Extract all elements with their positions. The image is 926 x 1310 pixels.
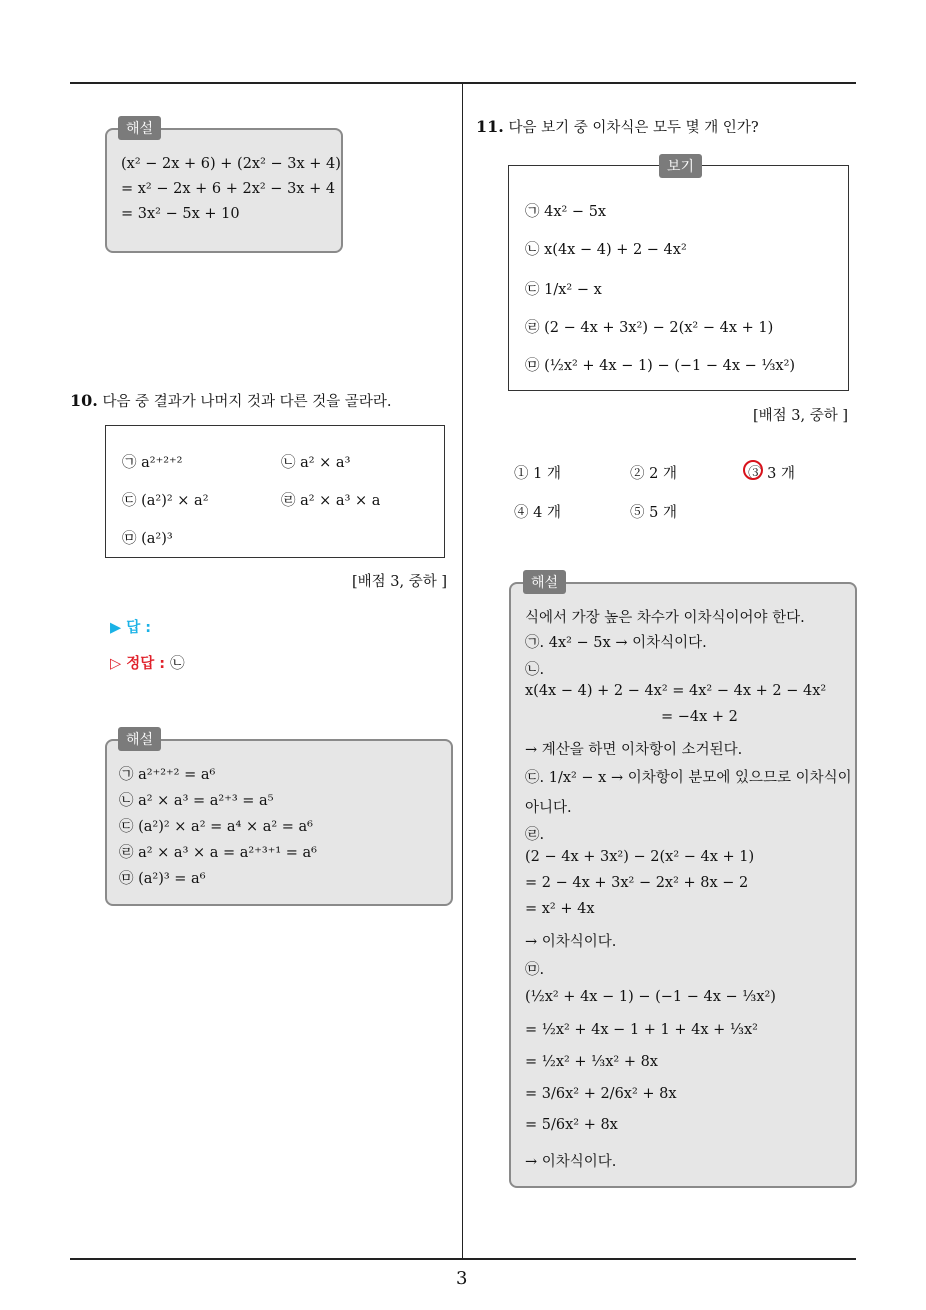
solution-box-10 (105, 739, 453, 906)
solution-line: → 계산을 하면 이차항이 소거된다. (525, 742, 743, 758)
option-a[interactable]: ㉠ a²⁺²⁺² (122, 455, 183, 471)
solution-line: ㉢. 1/x² − x → 이차항이 분모에 있으므로 이차식이 (525, 770, 852, 786)
solution-line: ㉤ (a²)³ = a⁶ (119, 871, 206, 887)
correct-label: ▷ 정답 : (110, 656, 166, 672)
solution-line: ㉤. (525, 962, 545, 978)
column-divider (462, 82, 463, 1259)
score-label: [배점 3, 중하 ] (352, 574, 448, 590)
solution-line: = x² + 4x (525, 901, 595, 917)
option-c[interactable]: ㉢ (a²)² × a² (122, 493, 209, 509)
option-e[interactable]: ㉤ (a²)³ (122, 531, 173, 547)
selected-choice-mark (743, 460, 763, 480)
question-text: 다음 중 결과가 나머지 것과 다른 것을 골라라. (102, 394, 392, 410)
solution-line: 식에서 가장 높은 차수가 이차식이어야 한다. (525, 610, 805, 626)
question-10 (70, 390, 391, 411)
solution-line: (x² − 2x + 6) + (2x² − 3x + 4) (121, 156, 341, 172)
bogi-item: ㉡ x(4x − 4) + 2 − 4x² (525, 242, 687, 258)
choice-2[interactable]: ② 2 개 (630, 466, 677, 482)
bogi-item: ㉣ (2 − 4x + 3x²) − 2(x² − 4x + 1) (525, 320, 774, 336)
solution-line: ㉣. (525, 827, 545, 843)
question-number: 10. (70, 391, 98, 410)
solution-line: (2 − 4x + 3x²) − 2(x² − 4x + 1) (525, 849, 755, 865)
solution-line: = 5/6x² + 8x (525, 1117, 618, 1133)
question-11 (476, 116, 759, 137)
bogi-box (508, 165, 849, 391)
solution-line: (½x² + 4x − 1) − (−1 − 4x − ⅓x²) (525, 989, 776, 1005)
question-text: 다음 보기 중 이차식은 모두 몇 개 인가? (508, 120, 759, 136)
solution-line: ㉠ a²⁺²⁺² = a⁶ (119, 767, 216, 783)
correct-value: ㉡ (170, 656, 185, 672)
solution-line: ㉠. 4x² − 5x → 이차식이다. (525, 635, 707, 651)
solution-line: = ½x² + 4x − 1 + 1 + 4x + ⅓x² (525, 1022, 758, 1038)
option-d[interactable]: ㉣ a² × a³ × a (281, 493, 381, 509)
score-label: [배점 3, 중하 ] (753, 408, 849, 424)
correct-answer-label (110, 652, 185, 673)
choice-1[interactable]: ① 1 개 (514, 466, 561, 482)
bogi-tag: 보기 (659, 154, 702, 178)
bottom-rule (70, 1258, 856, 1260)
solution-line: ㉡ a² × a³ = a²⁺³ = a⁵ (119, 793, 274, 809)
top-rule (70, 82, 856, 84)
solution-line: ㉣ a² × a³ × a = a²⁺³⁺¹ = a⁶ (119, 845, 317, 861)
options-box-10 (105, 425, 445, 558)
option-b[interactable]: ㉡ a² × a³ (281, 455, 351, 471)
bogi-item: ㉤ (½x² + 4x − 1) − (−1 − 4x − ⅓x²) (525, 358, 796, 374)
solution-line: = −4x + 2 (661, 709, 738, 725)
solution-line: ㉡. (525, 662, 545, 678)
answer-label: ▶ 답 : (110, 620, 152, 636)
choice-5[interactable]: ⑤ 5 개 (630, 505, 677, 521)
solution-line: = 3/6x² + 2/6x² + 8x (525, 1086, 677, 1102)
solution-line: ㉢ (a²)² × a² = a⁴ × a² = a⁶ (119, 819, 313, 835)
bogi-item: ㉠ 4x² − 5x (525, 204, 607, 220)
page-number: 3 (456, 1268, 468, 1289)
solution-line: = 3x² − 5x + 10 (121, 206, 240, 222)
solution-line: = 2 − 4x + 3x² − 2x² + 8x − 2 (525, 875, 749, 891)
choice-3[interactable]: ③ 3 개 (748, 466, 795, 482)
solution-line: → 이차식이다. (525, 1154, 617, 1170)
solution-tag: 해설 (118, 727, 161, 751)
solution-tag: 해설 (523, 570, 566, 594)
solution-box-9 (105, 128, 343, 253)
bogi-item: ㉢ 1/x² − x (525, 282, 602, 298)
solution-tag: 해설 (118, 116, 161, 140)
solution-box-11 (509, 582, 857, 1188)
solution-line: x(4x − 4) + 2 − 4x² = 4x² − 4x + 2 − 4x² (525, 683, 827, 699)
solution-line: 아니다. (525, 800, 572, 816)
question-number: 11. (476, 117, 504, 136)
solution-line: = ½x² + ⅓x² + 8x (525, 1054, 658, 1070)
solution-line: → 이차식이다. (525, 934, 617, 950)
solution-line: = x² − 2x + 6 + 2x² − 3x + 4 (121, 181, 336, 197)
choice-4[interactable]: ④ 4 개 (514, 505, 561, 521)
